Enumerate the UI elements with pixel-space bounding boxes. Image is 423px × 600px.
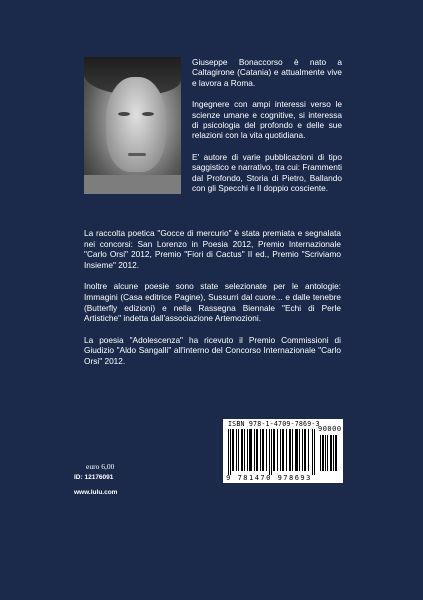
publisher-id: ID: 12176091 — [74, 474, 114, 481]
description-paragraph: La raccolta poetica "Gocce di mercurio" è stata premiata e segnalata nei concorsi: San Lorenzo in Poesia 2012, Premio Internazionale "Carlo Orsi" 2012, Premio "Fiori di Cactus" II ed., Premio "Scriviamo Insieme" 2012. — [84, 228, 341, 270]
author-photo-mouth — [128, 153, 146, 156]
isbn-barcode — [223, 419, 343, 483]
ean-bars-group — [228, 429, 337, 475]
author-bio — [192, 57, 342, 204]
ean-digits: 9 781470 978693 — [226, 474, 312, 482]
price-code: 90000 — [318, 425, 342, 433]
publisher-url: www.lulu.com — [74, 489, 118, 496]
description-paragraph: Inoltre alcune poesie sono state selezionate per le antologie: Immagini (Casa editrice Pagine), Sussurri dal cuore... e dalle tenebre (Butterfly edizioni) e nella Rassegna Biennale "Echi di Perle Artistiche" indetta dall'associazione Artemozioni. — [84, 281, 341, 324]
author-photo-eye — [118, 112, 130, 116]
author-photo-face — [106, 77, 166, 172]
barcode-bars — [227, 429, 339, 475]
bio-paragraph: E' autore di varie pubblicazioni di tipo saggistico e narrativo, tra cui: Frammenti dal Profondo, Storia di Pietro, Ballando con gli Specchi e Il doppio cosciente. — [192, 151, 342, 194]
author-photo-shirt — [84, 175, 181, 194]
author-photo-eye — [142, 112, 154, 116]
description-paragraph: La poesia "Adolescenza" ha ricevuto il Premio Commissioni di Giudizio "Aldo Sangalli" all'interno del Concorso Internazionale "Carlo Orsi" 2012. — [84, 334, 341, 366]
isbn-number: ISBN 978-1-4709-7869-3 — [228, 420, 320, 428]
price-label: euro 6,00 — [86, 462, 115, 471]
book-description — [84, 228, 341, 378]
bio-paragraph: Ingegnere con ampi interessi verso le scienze umane e cognitive, si interessa di psicologia del profondo e delle sue relazioni con la vita quotidiana. — [192, 99, 342, 141]
author-photo — [84, 57, 181, 194]
bio-paragraph: Giuseppe Bonaccorso è nato a Caltagirone (Catania) e attualmente vive e lavora a Roma. — [192, 57, 342, 88]
